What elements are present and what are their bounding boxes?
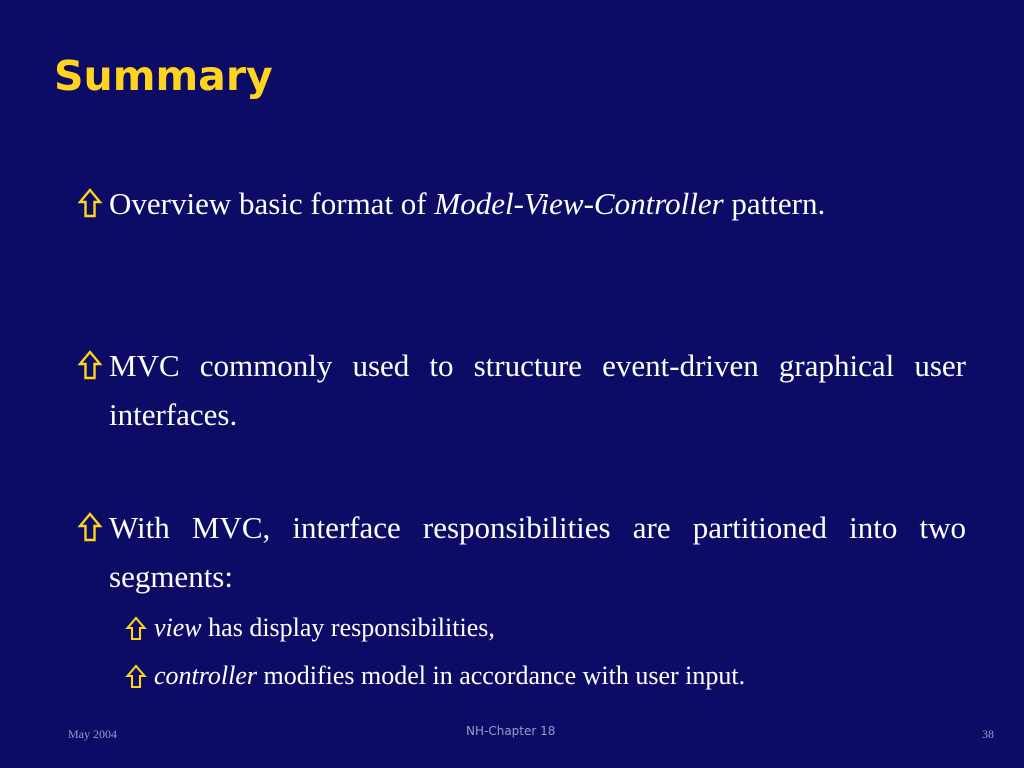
page-number: 38 (982, 727, 994, 741)
up-arrow-icon (76, 341, 104, 390)
sub-bullet-item (124, 611, 495, 645)
up-arrow-icon (76, 503, 104, 552)
sub-bullet-text: controller modifies model in accordance with user input. (154, 661, 746, 690)
footer-chapter: NH-Chapter 18 (466, 724, 556, 738)
bullet-text: With MVC, interface responsibilities are partitioned into two segments: (109, 510, 966, 594)
bullet-text: MVC commonly used to structure event-driven graphical user interfaces. (109, 348, 966, 432)
bullet-item (76, 179, 966, 228)
up-arrow-icon (76, 179, 104, 228)
up-arrow-icon (124, 659, 148, 693)
bullet-item (76, 341, 966, 439)
footer-date: May 2004 (68, 727, 117, 741)
slide-title: Summary (54, 52, 273, 100)
sub-bullet-item (124, 659, 745, 693)
bullet-text: Overview basic format of Model-View-Controller pattern. (109, 186, 826, 221)
up-arrow-icon (124, 611, 148, 645)
sub-bullet-text: view has display responsibilities, (154, 613, 495, 642)
bullet-item (76, 503, 966, 601)
